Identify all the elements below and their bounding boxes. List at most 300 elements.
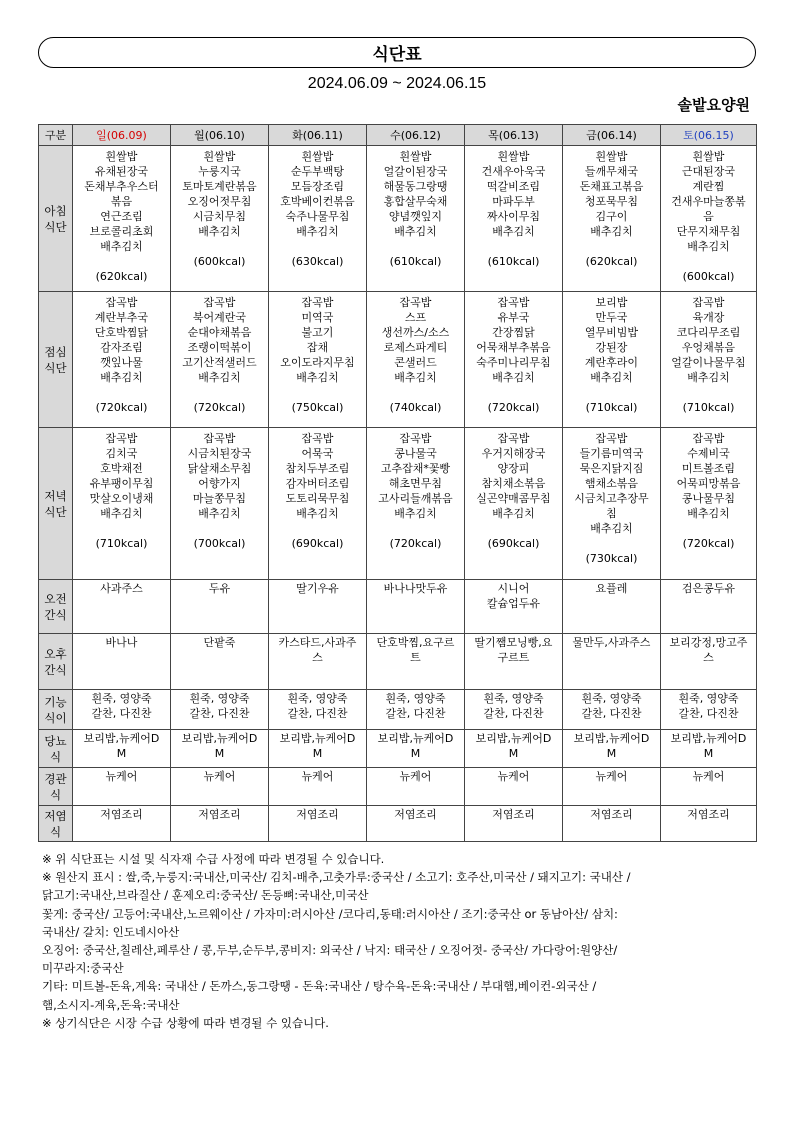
menu-cell [661, 634, 757, 690]
row-label-line: 식이 [44, 710, 67, 725]
menu-cell [269, 806, 367, 842]
menu-item: 유부국 [497, 311, 530, 324]
menu-item: 단호박찜,요구르 [376, 636, 455, 649]
row-label [39, 690, 73, 730]
menu-item: 순두부백탕 [290, 165, 345, 178]
menu-item [564, 239, 659, 254]
menu-item: 배추김치 [590, 371, 633, 384]
menu-item [270, 521, 365, 536]
menu-cell [269, 730, 367, 768]
menu-cell [171, 806, 269, 842]
row-label-line: 경관 [44, 771, 67, 786]
menu-item: 유부팽이무침 [89, 477, 154, 490]
menu-item: 감자버터조림 [285, 477, 350, 490]
row-label [39, 806, 73, 842]
menu-item: 흰쌀밥 [105, 150, 138, 163]
menu-item: 카스타드,사과주 [278, 636, 357, 649]
day-header: 금(06.14) [563, 125, 661, 146]
menu-item: 참치채소볶음 [481, 477, 546, 490]
menu-cell [465, 806, 563, 842]
row-label-line: 아침 [44, 203, 67, 218]
menu-cell [661, 730, 757, 768]
row-label-line: 점심 [44, 344, 67, 359]
menu-item: 음 [703, 210, 714, 223]
menu-item: 조랭이떡볶이 [187, 341, 252, 354]
menu-item: 배추김치 [198, 225, 241, 238]
menu-item: 브로콜리초회 [89, 225, 154, 238]
menu-item: (610kcal) [389, 255, 442, 268]
menu-item: 묵은지닭지짐 [579, 462, 644, 475]
note-line: 미꾸라지:중국산 [42, 961, 124, 976]
menu-item: (700kcal) [193, 537, 246, 550]
menu-item: 숙주나물무침 [285, 210, 350, 223]
menu-cell [171, 768, 269, 806]
menu-item: 깻잎나물 [100, 356, 143, 369]
menu-item: 갈찬, 다진찬 [91, 707, 152, 720]
menu-item: (710kcal) [682, 401, 735, 414]
row-label-line: 저염 [44, 808, 67, 823]
menu-cell [563, 634, 661, 690]
menu-cell [269, 634, 367, 690]
menu-item: 양장피 [497, 462, 530, 475]
note-line: 오징어: 중국산,칠레산,페루산 / 콩,두부,순두부,콩비지: 외국산 / 낙지: 태국산 / 오징어젓- 중국산/ 가다랑어:원양산/ [42, 943, 618, 958]
notes-section [42, 850, 762, 1032]
menu-item: (730kcal) [585, 552, 638, 565]
menu-item: 흰죽, 영양죽 [581, 692, 642, 705]
menu-item: 볶음 [110, 195, 133, 208]
menu-cell [563, 428, 661, 580]
date-range: 2024.06.09 ~ 2024.06.15 [307, 75, 487, 92]
menu-item: 배추김치 [296, 225, 339, 238]
row-label-line: 식단 [44, 219, 67, 234]
menu-item [172, 385, 267, 400]
menu-cell [171, 580, 269, 634]
menu-item: 열무비빔밥 [584, 326, 639, 339]
menu-item: 보리밥,뉴케어D [181, 732, 258, 745]
menu-item: 뉴케어 [203, 770, 236, 783]
menu-item: 맛살오이냉채 [89, 492, 154, 505]
menu-cell [367, 580, 465, 634]
menu-item: (610kcal) [487, 255, 540, 268]
row-label-line: 당뇨 [44, 733, 67, 748]
menu-item: (690kcal) [291, 537, 344, 550]
menu-item: 뉴케어 [595, 770, 628, 783]
day-header: 월(06.10) [171, 125, 269, 146]
menu-cell [465, 730, 563, 768]
menu-cell [73, 806, 171, 842]
menu-item: 호박베이컨볶음 [280, 195, 355, 208]
menu-cell [661, 428, 757, 580]
menu-item: 시금치된장국 [187, 447, 252, 460]
menu-item: 갈찬, 다진찬 [678, 707, 739, 720]
menu-cell [171, 730, 269, 768]
menu-cell [367, 730, 465, 768]
menu-item: 청포묵무침 [584, 195, 639, 208]
menu-cell [465, 292, 563, 428]
menu-item: (600kcal) [193, 255, 246, 268]
table-row [39, 806, 757, 842]
menu-item: 저염조리 [687, 808, 730, 821]
menu-item: 배추김치 [198, 371, 241, 384]
menu-item: 시니어 [497, 582, 530, 595]
menu-item: 고추잡채*꽃빵 [380, 462, 451, 475]
menu-item: 흰쌀밥 [692, 150, 725, 163]
menu-cell [661, 806, 757, 842]
menu-item: (600kcal) [682, 270, 735, 283]
menu-item: 건새우아욱국 [481, 165, 546, 178]
page-title-box [38, 37, 756, 68]
menu-item: M [703, 747, 714, 760]
menu-item [74, 254, 169, 269]
menu-cell [73, 146, 171, 292]
menu-cell [367, 690, 465, 730]
row-label-line: 오후 [44, 646, 67, 661]
menu-cell [465, 768, 563, 806]
menu-cell [73, 768, 171, 806]
row-label-line: 오전 [44, 591, 67, 606]
menu-item: 사과주스 [100, 582, 143, 595]
menu-item: 흰죽, 영양죽 [678, 692, 739, 705]
menu-item: 실곤약매콤무침 [476, 492, 551, 505]
menu-cell [269, 768, 367, 806]
menu-item [74, 385, 169, 400]
menu-item: 흰쌀밥 [399, 150, 432, 163]
row-label [39, 730, 73, 768]
menu-item: (620kcal) [95, 270, 148, 283]
menu-cell [367, 806, 465, 842]
menu-item: M [508, 747, 519, 760]
menu-cell [367, 292, 465, 428]
row-label-line: 간식 [44, 662, 67, 677]
menu-item: 얼갈이된장국 [383, 165, 448, 178]
menu-item: (720kcal) [193, 401, 246, 414]
menu-item: (620kcal) [585, 255, 638, 268]
menu-item: 돈채표고볶음 [579, 180, 644, 193]
menu-item: 잡곡밥 [692, 432, 725, 445]
menu-item: 칼슘업두유 [486, 597, 541, 610]
menu-item: 마늘쫑무침 [192, 492, 247, 505]
row-label-line: 식단 [44, 360, 67, 375]
menu-item: 갈찬, 다진찬 [287, 707, 348, 720]
menu-item: 근대된장국 [681, 165, 736, 178]
menu-item: 흰죽, 영양죽 [287, 692, 348, 705]
menu-item: (740kcal) [389, 401, 442, 414]
menu-cell [563, 730, 661, 768]
menu-item: 흰죽, 영양죽 [483, 692, 544, 705]
row-label-line: 간식 [44, 607, 67, 622]
day-header: 수(06.12) [367, 125, 465, 146]
menu-item: 계란후라이 [584, 356, 639, 369]
menu-item: 콘샐러드 [394, 356, 437, 369]
menu-item: 생선까스/소스 [381, 326, 450, 339]
menu-item: 보리밥 [595, 296, 628, 309]
menu-cell [563, 292, 661, 428]
menu-item: 저염조리 [492, 808, 535, 821]
menu-item: 잡곡밥 [105, 432, 138, 445]
menu-item: 우엉채볶음 [681, 341, 736, 354]
menu-item: (710kcal) [585, 401, 638, 414]
page-title: 식단표 [372, 45, 422, 65]
menu-item: 시금치무침 [192, 210, 247, 223]
menu-item: 우거지해장국 [481, 447, 546, 460]
menu-item: 코다리무조림 [676, 326, 741, 339]
menu-item: 흰죽, 영양죽 [385, 692, 446, 705]
note-line: ※ 원산지 표시 : 쌀,죽,누룽지:국내산,미국산/ 김치-배추,고춧가루:중국산 / 소고기: 호주산,미국산 / 돼지고기: 국내산 / [42, 870, 631, 885]
menu-cell [465, 146, 563, 292]
menu-item: 미트볼조림 [681, 462, 736, 475]
menu-cell [563, 690, 661, 730]
menu-cell [269, 690, 367, 730]
menu-item: 배추김치 [100, 371, 143, 384]
menu-item: 마파두부 [492, 195, 535, 208]
menu-item: 잡곡밥 [301, 432, 334, 445]
menu-item: 보리밥,뉴케어D [83, 732, 160, 745]
menu-item: 돈채부추우스터 [84, 180, 159, 193]
menu-cell [269, 292, 367, 428]
menu-item: 얼갈이나물무침 [671, 356, 746, 369]
menu-item: 보리밥,뉴케어D [279, 732, 356, 745]
menu-item: 잡곡밥 [497, 296, 530, 309]
menu-item: 배추김치 [100, 240, 143, 253]
menu-item: (720kcal) [487, 401, 540, 414]
menu-cell [73, 690, 171, 730]
menu-item: 수제비국 [687, 447, 730, 460]
menu-item: 김구이 [595, 210, 628, 223]
menu-cell [661, 768, 757, 806]
menu-item: M [606, 747, 617, 760]
row-label [39, 428, 73, 580]
menu-item: 모듬장조림 [290, 180, 345, 193]
menu-item: 강된장 [595, 341, 628, 354]
menu-item: 흰죽, 영양죽 [91, 692, 152, 705]
menu-item: 침 [606, 507, 617, 520]
menu-item: 배추김치 [590, 522, 633, 535]
row-label-line: 식 [49, 749, 62, 764]
menu-item: 배추김치 [296, 507, 339, 520]
row-label-line: 식 [49, 824, 62, 839]
menu-item: 보리밥,뉴케어D [377, 732, 454, 745]
menu-item: 보리강정,망고주 [669, 636, 748, 649]
table-row [39, 428, 757, 580]
menu-item: 잡곡밥 [203, 432, 236, 445]
menu-item: 갈찬, 다진찬 [189, 707, 250, 720]
menu-item: 뉴케어 [301, 770, 334, 783]
menu-item: 잡곡밥 [203, 296, 236, 309]
menu-item: 로제스파게티 [383, 341, 448, 354]
menu-item: 스 [703, 651, 714, 664]
menu-item: 흰쌀밥 [301, 150, 334, 163]
menu-item: 두유 [208, 582, 231, 595]
menu-item: M [410, 747, 421, 760]
menu-cell [171, 292, 269, 428]
menu-item [172, 239, 267, 254]
menu-item: 콩나물국 [394, 447, 437, 460]
menu-item: (720kcal) [95, 401, 148, 414]
menu-item: 딸기우유 [296, 582, 339, 595]
menu-item: 트 [410, 651, 421, 664]
menu-item: 도토리묵무침 [285, 492, 350, 505]
menu-item [662, 521, 755, 536]
menu-item: 유채된장국 [94, 165, 149, 178]
table-row [39, 146, 757, 292]
menu-item: 갈찬, 다진찬 [581, 707, 642, 720]
menu-item: 저염조리 [590, 808, 633, 821]
menu-cell [269, 580, 367, 634]
menu-item [270, 239, 365, 254]
corner-header: 구분 [39, 125, 73, 146]
menu-item: M [116, 747, 127, 760]
menu-item: 미역국 [301, 311, 334, 324]
menu-item: 짜사이무침 [486, 210, 541, 223]
menu-item: 해물동그랑땡 [383, 180, 448, 193]
menu-cell [563, 146, 661, 292]
menu-cell [73, 634, 171, 690]
menu-item: 잡곡밥 [692, 296, 725, 309]
menu-cell [171, 634, 269, 690]
note-line: ※ 위 식단표는 시설 및 식자재 수급 사정에 따라 변경될 수 있습니다. [42, 852, 385, 866]
row-label [39, 292, 73, 428]
menu-item: 잡곡밥 [301, 296, 334, 309]
menu-item: 떡갈비조림 [486, 180, 541, 193]
menu-table [38, 124, 757, 842]
facility-name: 솔밭요양원 [677, 96, 750, 114]
menu-item: 배추김치 [687, 371, 730, 384]
menu-item: 북어계란국 [192, 311, 247, 324]
menu-item: 뉴케어 [692, 770, 725, 783]
menu-item: 들기름미역국 [579, 447, 644, 460]
menu-item: 순대야채볶음 [187, 326, 252, 339]
menu-item: 들깨무채국 [584, 165, 639, 178]
menu-item: 해초면무침 [388, 477, 443, 490]
menu-item: 육개장 [692, 311, 725, 324]
menu-item: 잡곡밥 [399, 432, 432, 445]
menu-item: 콩나물무침 [681, 492, 736, 505]
menu-item: 배추김치 [687, 507, 730, 520]
menu-cell [661, 690, 757, 730]
menu-item: 흰쌀밥 [203, 150, 236, 163]
menu-item: 보리밥,뉴케어D [670, 732, 747, 745]
menu-item: 만두국 [595, 311, 628, 324]
menu-cell [367, 634, 465, 690]
menu-cell [367, 146, 465, 292]
day-header: 일(06.09) [73, 125, 171, 146]
menu-item: (710kcal) [95, 537, 148, 550]
day-header: 목(06.13) [465, 125, 563, 146]
menu-item: 배추김치 [394, 225, 437, 238]
menu-item: (630kcal) [291, 255, 344, 268]
menu-cell [465, 428, 563, 580]
menu-item: 단팥죽 [203, 636, 236, 649]
menu-cell [367, 768, 465, 806]
menu-item: 배추김치 [100, 507, 143, 520]
menu-item: 갈찬, 다진찬 [385, 707, 446, 720]
menu-item [662, 254, 755, 269]
menu-item: 저염조리 [296, 808, 339, 821]
menu-item: 흰죽, 영양죽 [189, 692, 250, 705]
menu-cell [465, 690, 563, 730]
menu-cell [73, 580, 171, 634]
note-line: 기타: 미트볼-돈육,계육: 국내산 / 돈까스,동그랑땡 - 돈육:국내산 / 탕수육-돈육:국내산 / 부대햄,베이컨-외국산 / [42, 979, 597, 994]
menu-item: 불고기 [301, 326, 334, 339]
menu-item: 숙주미나리무침 [476, 356, 551, 369]
menu-cell [73, 428, 171, 580]
menu-item: 잡곡밥 [399, 296, 432, 309]
menu-item [368, 239, 463, 254]
menu-item: 연근조림 [100, 210, 143, 223]
menu-item: 계란부추국 [94, 311, 149, 324]
menu-item [564, 536, 659, 551]
menu-item: 저염조리 [198, 808, 241, 821]
menu-item [466, 521, 561, 536]
menu-cell [563, 806, 661, 842]
menu-item: 잡채 [306, 341, 329, 354]
menu-item [368, 385, 463, 400]
menu-item: (750kcal) [291, 401, 344, 414]
row-label-line: 식 [49, 787, 62, 802]
menu-item: 구르트 [497, 651, 530, 664]
menu-cell [367, 428, 465, 580]
table-row [39, 292, 757, 428]
menu-item: 양념깻잎지 [388, 210, 443, 223]
menu-cell [73, 730, 171, 768]
row-label-line: 기능 [44, 694, 67, 709]
table-row [39, 690, 757, 730]
menu-item: 단무지채무침 [676, 225, 741, 238]
table-row [39, 634, 757, 690]
menu-item: 간장찜닭 [492, 326, 535, 339]
table-row [39, 580, 757, 634]
menu-item: 배추김치 [492, 371, 535, 384]
menu-item: 바나나맛두유 [383, 582, 448, 595]
menu-item: 건새우마늘쫑볶 [671, 195, 746, 208]
menu-cell [661, 580, 757, 634]
row-label [39, 580, 73, 634]
menu-item: 보리밥,뉴케어D [573, 732, 650, 745]
menu-cell [563, 768, 661, 806]
menu-item: 스 [312, 651, 323, 664]
menu-cell [269, 146, 367, 292]
row-label [39, 634, 73, 690]
menu-item: 호박채전 [100, 462, 143, 475]
table-row [39, 730, 757, 768]
menu-item: (720kcal) [682, 537, 735, 550]
note-line: ※ 상기식단은 시장 수급 상황에 따라 변경될 수 있습니다. [42, 1015, 329, 1030]
menu-item [368, 521, 463, 536]
menu-item [564, 385, 659, 400]
menu-item: 햄채소볶음 [584, 477, 639, 490]
menu-item: 뉴케어 [105, 770, 138, 783]
menu-item: 배추김치 [394, 371, 437, 384]
menu-item: 배추김치 [394, 507, 437, 520]
menu-item: 단호박찜닭 [94, 326, 149, 339]
table-row [39, 768, 757, 806]
menu-item: (690kcal) [487, 537, 540, 550]
menu-item: 배추김치 [492, 225, 535, 238]
menu-item [662, 385, 755, 400]
menu-cell [171, 146, 269, 292]
menu-item: 배추김치 [687, 240, 730, 253]
table-header-row [39, 125, 757, 146]
menu-item: 배추김치 [492, 507, 535, 520]
menu-cell [563, 580, 661, 634]
menu-item: 배추김치 [198, 507, 241, 520]
note-line: 꽃게: 중국산/ 고등어:국내산,노르웨이산 / 가자미:러시아산 /코다리,동태:러시아산 / 조기:중국산 or 동남아산/ 삼치: [42, 906, 618, 921]
menu-cell [661, 292, 757, 428]
menu-item: 어묵채부추볶음 [476, 341, 551, 354]
menu-item: 어묵피망볶음 [676, 477, 741, 490]
menu-item: 시금치고추장무 [574, 492, 649, 505]
menu-item: M [214, 747, 225, 760]
